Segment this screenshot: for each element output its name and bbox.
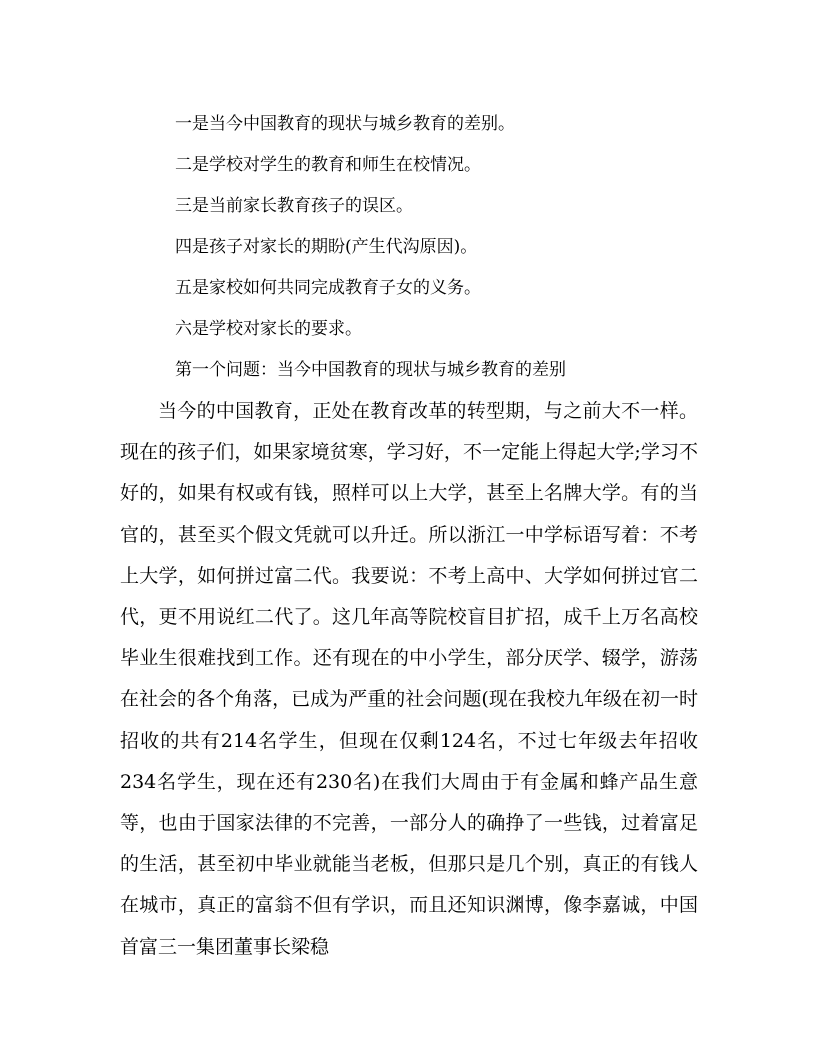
topic-item-2: 二是学校对学生的教育和师生在校情况。: [175, 155, 481, 175]
topic-item-3: 三是当前家长教育孩子的误区。: [175, 196, 413, 216]
topic-item-1: 一是当今中国教育的现状与城乡教育的差别。: [175, 114, 515, 134]
section-heading: 第一个问题：当今中国教育的现状与城乡教育的差别: [175, 360, 566, 380]
topic-list: [175, 104, 735, 350]
topic-item-5: 五是家校如何共同完成教育子女的义务。: [175, 278, 481, 298]
topic-item-4: 四是孩子对家长的期盼(产生代沟原因)。: [175, 237, 478, 257]
topic-item-6: 六是学校对家长的要求。: [175, 319, 362, 339]
body-paragraph: 当今的中国教育，正处在教育改革的转型期，与之前大不一样。现在的孩子们，如果家境贫寒，学习好，不一定能上得起大学;学习不好的，如果有权或有钱，照样可以上大学，甚至上名牌大学。有的当官的，甚至买个假文凭就可以升迁。所以浙江一中学标语写着：不考上大学，如何拼过富二代。我要说：不考上高中、大学如何拼过官二代，更不用说红二代了。这几年高等院校盲目扩招，成千上万名高校毕业生很难找到工作。还有现在的中小学生，部分厌学、辍学，游荡在社会的各个角落，已成为严重的社会问题(现在我校九年级在初一时招收的共有214名学生，但现在仅剩124名，不过七年级去年招收234名学生，现在还有230名)在我们大周由于有金属和蜂产品生意等，也由于国家法律的不完善，一部分人的确挣了一些钱，过着富足的生活，甚至初中毕业就能当老板，但那只是几个别，真正的有钱人在城市，真正的富翁不但有学识，而且还知识渊博，像李嘉诚，中国首富三一集团董事长梁稳: [120, 400, 698, 958]
